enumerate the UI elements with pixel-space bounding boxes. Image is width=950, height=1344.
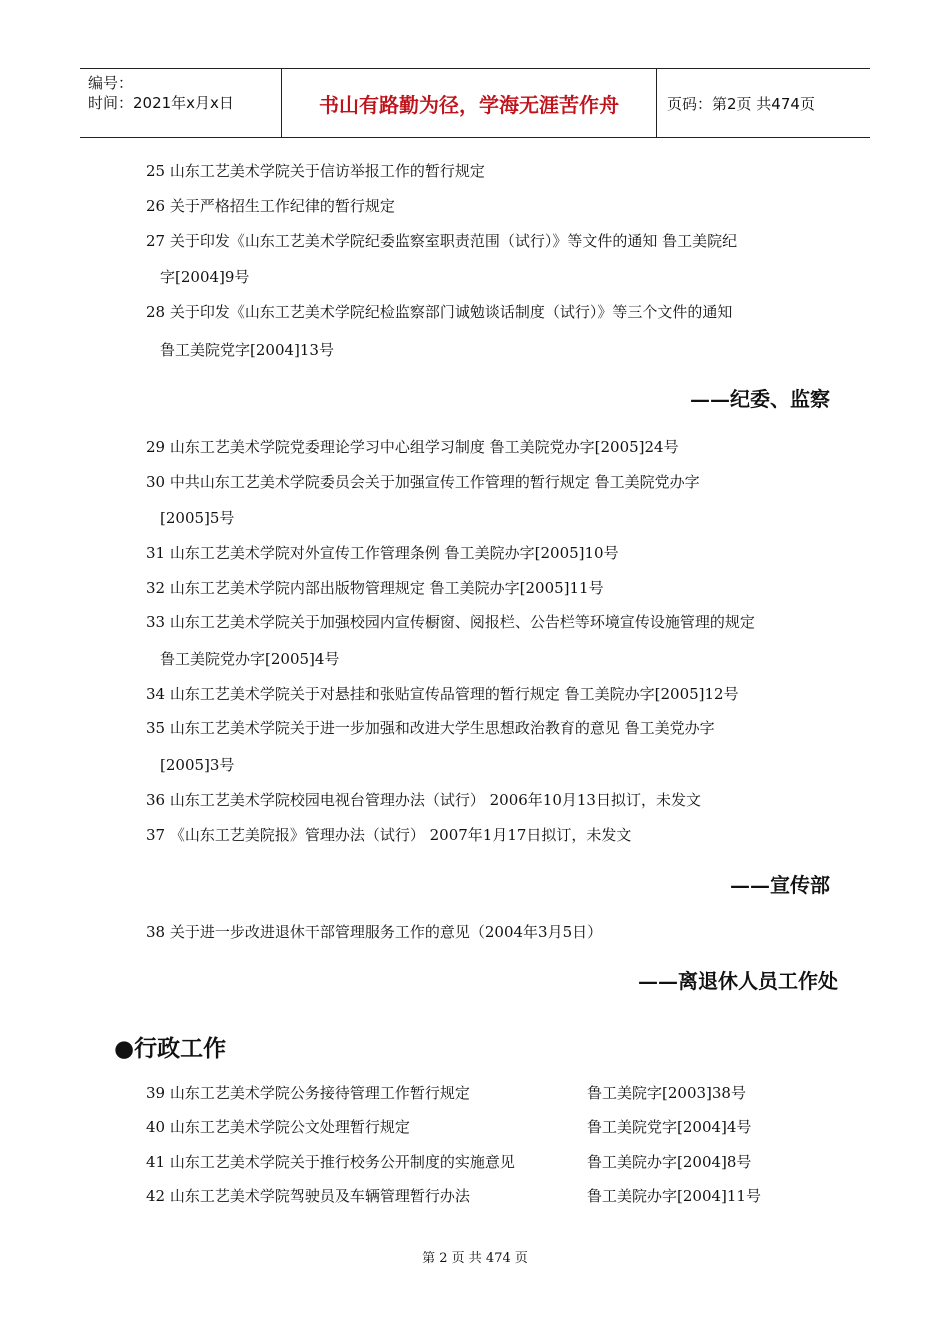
- department-label: ——离退休人员工作处: [638, 969, 838, 993]
- document-ref: 鲁工美院字[2003]38号: [587, 1084, 746, 1102]
- list-item: 42 山东工艺美术学院驾驶员及车辆管理暂行办法: [146, 1187, 470, 1205]
- header-page-info: 页码：第2页 共474页: [667, 94, 815, 113]
- page-footer: 第 2 页 共 474 页: [422, 1251, 528, 1266]
- list-item: 32 山东工艺美术学院内部出版物管理规定 鲁工美院办字[2005]11号: [146, 579, 604, 597]
- department-label: ——纪委、监察: [690, 387, 830, 411]
- list-item-continuation: 鲁工美院党办字[2005]4号: [160, 650, 340, 668]
- list-item-continuation: 字[2004]9号: [160, 268, 250, 286]
- list-item: 36 山东工艺美术学院校园电视台管理办法（试行） 2006年10月13日拟订，未发文: [146, 791, 701, 809]
- page-header: [80, 68, 870, 138]
- list-item: 26 关于严格招生工作纪律的暂行规定: [146, 197, 395, 215]
- document-ref: 鲁工美院办字[2004]11号: [587, 1187, 761, 1205]
- list-item-continuation: [2005]3号: [160, 756, 235, 774]
- list-item: 34 山东工艺美术学院关于对悬挂和张贴宣传品管理的暂行规定 鲁工美院办字[2005]12号: [146, 685, 739, 703]
- list-item: 31 山东工艺美术学院对外宣传工作管理条例 鲁工美院办字[2005]10号: [146, 544, 619, 562]
- list-item: 28 关于印发《山东工艺美术学院纪检监察部门诚勉谈话制度（试行）》等三个文件的通知: [146, 303, 733, 321]
- list-item: 33 山东工艺美术学院关于加强校园内宣传橱窗、阅报栏、公告栏等环境宣传设施管理的规定: [146, 613, 755, 631]
- list-item: 25 山东工艺美术学院关于信访举报工作的暂行规定: [146, 162, 485, 180]
- list-item: 27 关于印发《山东工艺美术学院纪委监察室职责范围（试行）》等文件的通知 鲁工美院纪: [146, 232, 738, 250]
- list-item: 35 山东工艺美术学院关于进一步加强和改进大学生思想政治教育的意见 鲁工美党办字: [146, 719, 715, 737]
- document-ref: 鲁工美院办字[2004]8号: [587, 1153, 752, 1171]
- list-item-continuation: [2005]5号: [160, 509, 235, 527]
- department-label: ——宣传部: [730, 873, 830, 897]
- list-item-continuation: 鲁工美院党字[2004]13号: [160, 341, 334, 359]
- header-motto: 书山有路勤为径，学海无涯苦作舟: [282, 69, 657, 137]
- list-item: 39 山东工艺美术学院公务接待管理工作暂行规定: [146, 1084, 470, 1102]
- code-label: 编号：: [88, 74, 134, 92]
- list-item: 38 关于进一步改进退休干部管理服务工作的意见（2004年3月5日）: [146, 923, 603, 941]
- list-item: 29 山东工艺美术学院党委理论学习中心组学习制度 鲁工美院党办字[2005]24号: [146, 438, 679, 456]
- document-ref: 鲁工美院党字[2004]4号: [587, 1118, 752, 1136]
- time-label: 时间：2021年x月x日: [88, 94, 234, 112]
- section-title: ●行政工作: [114, 1036, 227, 1062]
- list-item: 40 山东工艺美术学院公文处理暂行规定: [146, 1118, 410, 1136]
- header-meta: [80, 69, 282, 137]
- list-item: 37 《山东工艺美院报》管理办法（试行） 2007年1月17日拟订，未发文: [146, 826, 632, 844]
- list-item: 30 中共山东工艺美术学院委员会关于加强宣传工作管理的暂行规定 鲁工美院党办字: [146, 473, 700, 491]
- list-item: 41 山东工艺美术学院关于推行校务公开制度的实施意见: [146, 1153, 515, 1171]
